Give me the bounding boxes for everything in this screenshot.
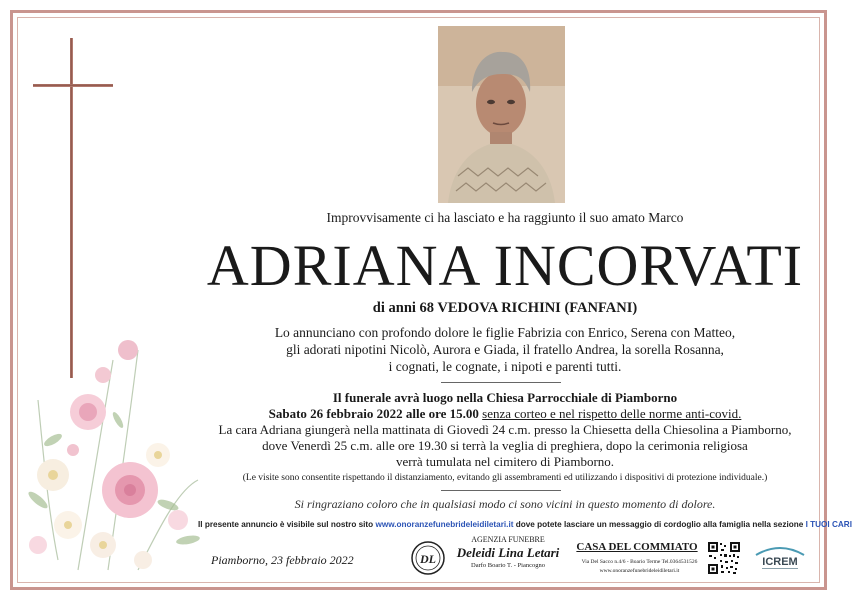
- intro-text: Improvvisamente ci ha lasciato e ha raggiunto il suo amato Marco: [326, 210, 684, 225]
- thanks-line: Si ringraziano coloro che in qualsiasi modo ci sono vicini in questo momento di dolore.: [294, 497, 716, 511]
- qr-code-icon[interactable]: [707, 541, 741, 575]
- announcement-line: Lo annunciano con profondo dolore le figlie Fabrizia con Enrico, Serena con Matteo,: [274, 325, 736, 340]
- commiato-title: CASA DEL COMMIATO: [576, 541, 698, 553]
- online-prefix: Il presente annuncio è visibile sul nostro sito: [198, 520, 374, 529]
- deceased-name: ADRIANA INCORVATI: [206, 233, 804, 298]
- funeral-line: dove Venerdì 25 c.m. alle ore 19.30 si terrà la veglia di preghiera, dopo la cerimonia religiosa: [262, 438, 748, 453]
- place-date: Piamborno, 23 febbraio 2022: [211, 553, 354, 567]
- announcement-block: [200, 324, 810, 375]
- icrem-label: ICREM: [762, 556, 798, 568]
- cross-horizontal-bar: [33, 84, 113, 87]
- separator-line: [441, 490, 561, 491]
- agency-logo-letters: DL: [420, 552, 436, 566]
- agency-logo-icon: [410, 540, 446, 576]
- online-notice: [198, 520, 852, 529]
- funeral-date-line: [190, 406, 820, 422]
- section-link[interactable]: I TUOI CARI: [805, 520, 852, 529]
- cross-vertical-bar: [70, 38, 73, 378]
- portrait-photo: [438, 26, 565, 203]
- announcement-line: gli adorati nipotini Nicolò, Aurora e Giada, il fratello Andrea, la sorella Rosanna,: [286, 342, 724, 357]
- agency-block: [448, 535, 568, 569]
- website-link[interactable]: www.onoranzefunebrideleidiletari.it: [375, 520, 514, 529]
- agency-label: AGENZIA FUNEBRE: [471, 535, 545, 544]
- online-middle: dove potete lasciare un messaggio di cordoglio alla famiglia nella sezione: [515, 520, 804, 529]
- commiato-address-block: [572, 558, 707, 576]
- announcement-line: i cognati, le cognate, i nipoti e parenti tutti.: [388, 359, 622, 374]
- funeral-date: Sabato 26 febbraio 2022 alle ore 15.00: [268, 406, 479, 421]
- visit-note: (Le visite sono consentite rispettando il distanziamento, evitando gli assembramenti ed utilizzando i dispositivi di protezione individuale.): [242, 473, 768, 483]
- icrem-logo-icon: [750, 543, 810, 573]
- agency-name: Deleidi Lina Letari: [456, 545, 560, 560]
- flower-bouquet-image: [18, 330, 218, 585]
- funeral-church-line: Il funerale avrà luogo nella Chiesa Parrocchiale di Piamborno: [332, 390, 678, 405]
- commiato-address: Via Del Sacco n.4/6 - Boario Terme Tel.0364531526: [581, 559, 698, 565]
- funeral-block: [190, 390, 820, 486]
- separator-line: [441, 382, 561, 383]
- agency-location: Darfo Boario T. - Piancogno: [471, 562, 545, 569]
- age-line: di anni 68 VEDOVA RICHINI (FANFANI): [372, 300, 638, 316]
- funeral-line: La cara Adriana giungerà nella mattinata di Giovedì 24 c.m. presso la Chiesetta della Chiesolina a Piamborno,: [218, 422, 792, 437]
- funeral-line: verrà tumulata nel cimitero di Piamborno.: [395, 454, 615, 469]
- commiato-site[interactable]: www.onoranzefunebrideleidiletari.it: [599, 568, 680, 574]
- funeral-covid-note: senza corteo e nel rispetto delle norme anti-covid.: [482, 406, 742, 421]
